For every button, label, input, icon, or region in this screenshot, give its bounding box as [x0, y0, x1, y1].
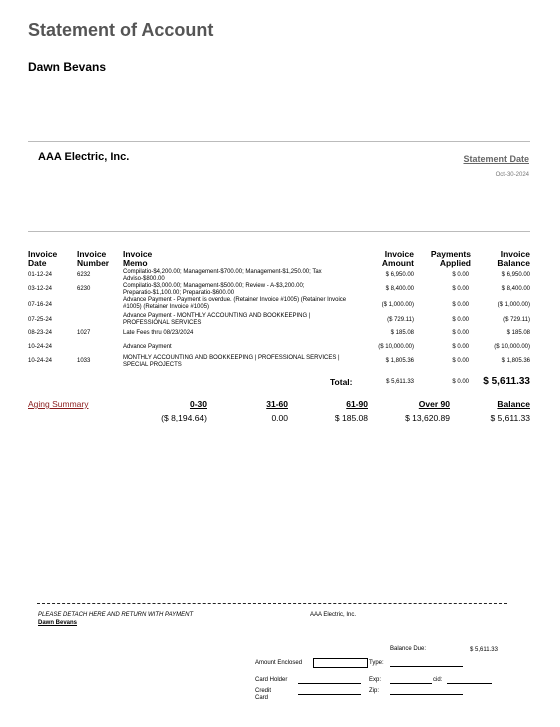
cell-date: 03-12-24	[28, 286, 53, 292]
aging-value-61-90: $ 185.08	[334, 413, 368, 423]
remit-company-name: AAA Electric, Inc.	[310, 612, 357, 618]
divider	[28, 231, 530, 232]
header-line: Payments	[430, 249, 471, 259]
cell-balance: $ 185.08	[506, 330, 530, 336]
cell-balance: $ 8,400.00	[501, 286, 530, 292]
card-holder-label: Card Holder	[255, 677, 288, 683]
cell-amount: $ 1,805.36	[385, 358, 414, 364]
cell-balance: ($ 1,000.00)	[497, 302, 530, 308]
cell-payments: $ 0.00	[452, 317, 469, 323]
statement-date-label: Statement Date	[463, 154, 529, 164]
cell-payments: $ 0.00	[452, 286, 469, 292]
header-line: Invoice	[500, 249, 530, 259]
cell-memo: Late Fees thru 08/23/2024	[123, 330, 194, 336]
client-name: Dawn Bevans	[28, 60, 107, 74]
table-row	[0, 284, 560, 298]
exp-label: Exp:	[369, 677, 382, 683]
total-payments: $ 0.00	[452, 379, 469, 385]
cell-amount: ($ 10,000.00)	[378, 344, 414, 350]
table-row	[0, 314, 560, 328]
cell-amount: $ 8,400.00	[385, 286, 414, 292]
total-balance: $ 5,611.33	[483, 376, 530, 387]
detach-line	[37, 603, 507, 604]
cid-field[interactable]	[447, 683, 492, 684]
type-label: Type:	[369, 660, 384, 666]
cell-date: 01-12-24	[28, 272, 53, 278]
balance-due-value: $ 5,611.33	[470, 647, 498, 653]
total-amount: $ 5,611.33	[386, 379, 414, 385]
cell-amount: $ 6,950.00	[385, 272, 414, 278]
table-row	[0, 355, 560, 369]
zip-field[interactable]	[390, 694, 463, 695]
cell-balance: $ 6,950.00	[501, 272, 530, 278]
cell-number: 1033	[77, 358, 91, 364]
header-line: Invoice	[77, 249, 107, 259]
cell-date: 08-23-24	[28, 330, 53, 336]
header-line: Number	[77, 258, 110, 268]
cell-balance: ($ 729.11)	[503, 317, 530, 323]
cell-date: 10-24-24	[28, 344, 53, 350]
cell-balance: ($ 10,000.00)	[494, 344, 530, 350]
header-line: Balance	[497, 258, 530, 268]
cell-memo: Compilatio-$4,200.00; Management-$700.00; Management-$1,250.00; Tax Adviso-$800.00	[123, 269, 322, 282]
aging-header-0-30: 0-30	[189, 399, 207, 409]
header-payments-applied	[431, 250, 471, 268]
aging-header-balance: Balance	[497, 399, 530, 409]
cell-memo: Advance Payment - MONTHLY ACCOUNTING AND BOOKKEEPING | PROFESSIONAL SERVICES	[123, 313, 311, 326]
cell-payments: $ 0.00	[452, 272, 469, 278]
header-line: Amount	[381, 258, 414, 268]
aging-value-0-30: ($ 8,194.64)	[161, 413, 207, 423]
aging-header-over-90: Over 90	[418, 399, 450, 409]
header-line: Memo	[123, 258, 148, 268]
cell-memo: Compilatio-$3,000.00; Management-$500.00; Review - A-$3,200.00; Preparatio-$1,100.00; Preparatio-$600.00	[123, 283, 305, 296]
cell-payments: $ 0.00	[452, 358, 469, 364]
header-line: Invoice	[384, 249, 414, 259]
type-field[interactable]	[390, 666, 463, 667]
total-label: Total:	[330, 377, 353, 387]
cid-label: cid:	[433, 677, 443, 683]
aging-summary-title: Aging Summary	[28, 399, 89, 409]
cell-memo: MONTHLY ACCOUNTING AND BOOKKEEPING | PROFESSIONAL SERVICES | SPECIAL PROJECTS	[123, 355, 340, 368]
header-line: Applied	[439, 258, 471, 268]
exp-field[interactable]	[390, 683, 432, 684]
header-invoice-memo	[123, 250, 152, 268]
divider	[28, 141, 530, 142]
cell-payments: $ 0.00	[452, 344, 469, 350]
credit-card-label-line: Credit	[255, 688, 272, 694]
cell-payments: $ 0.00	[452, 330, 469, 336]
credit-card-label	[255, 688, 271, 702]
header-invoice-number	[77, 250, 109, 268]
amount-enclosed-label: Amount Enclosed	[255, 660, 303, 666]
cell-memo: Advance Payment	[123, 344, 172, 350]
cell-amount: ($ 729.11)	[387, 317, 414, 323]
header-line: Date	[28, 258, 47, 268]
header-line: Invoice	[123, 249, 153, 259]
cell-amount: $ 185.08	[390, 330, 414, 336]
page-title: Statement of Account	[28, 20, 214, 40]
cell-number: 6232	[77, 272, 91, 278]
header-invoice-date	[28, 250, 57, 268]
amount-enclosed-input[interactable]	[313, 658, 368, 668]
aging-header-61-90: 61-90	[346, 399, 368, 409]
balance-due-label: Balance Due:	[390, 646, 427, 652]
aging-value-balance: $ 5,611.33	[490, 413, 530, 423]
credit-card-label-line: Card	[255, 695, 269, 701]
statement-date: Oct-30-2024	[495, 172, 529, 178]
credit-card-field[interactable]	[298, 694, 361, 695]
card-holder-field[interactable]	[298, 683, 361, 684]
table-row	[0, 270, 560, 284]
cell-memo: Advance Payment - Payment is overdue. (Retainer Invoice #1005) (Retainer Invoice #1005) (Retainer Invoice #1005)	[123, 297, 347, 310]
detach-instructions: PLEASE DETACH HERE AND RETURN WITH PAYMENT	[38, 612, 194, 618]
remit-client-name: Dawn Bevans	[38, 620, 78, 626]
header-invoice-balance	[497, 250, 530, 268]
header-invoice-amount	[382, 250, 414, 268]
cell-payments: $ 0.00	[452, 302, 469, 308]
cell-number: 6230	[77, 286, 91, 292]
cell-amount: ($ 1,000.00)	[381, 302, 414, 308]
aging-value-over-90: $ 13,620.89	[405, 413, 450, 423]
company-name: AAA Electric, Inc.	[38, 151, 130, 163]
cell-number: 1027	[77, 330, 91, 336]
cell-balance: $ 1,805.36	[501, 358, 530, 364]
table-row	[0, 330, 560, 344]
cell-date: 07-25-24	[28, 317, 53, 323]
zip-label: Zip:	[369, 688, 380, 694]
cell-date: 10-24-24	[28, 358, 53, 364]
table-row	[0, 298, 560, 312]
cell-date: 07-16-24	[28, 302, 53, 308]
aging-value-31-60: 0.00	[271, 413, 288, 423]
aging-header-31-60: 31-60	[266, 399, 288, 409]
header-line: Invoice	[28, 249, 58, 259]
